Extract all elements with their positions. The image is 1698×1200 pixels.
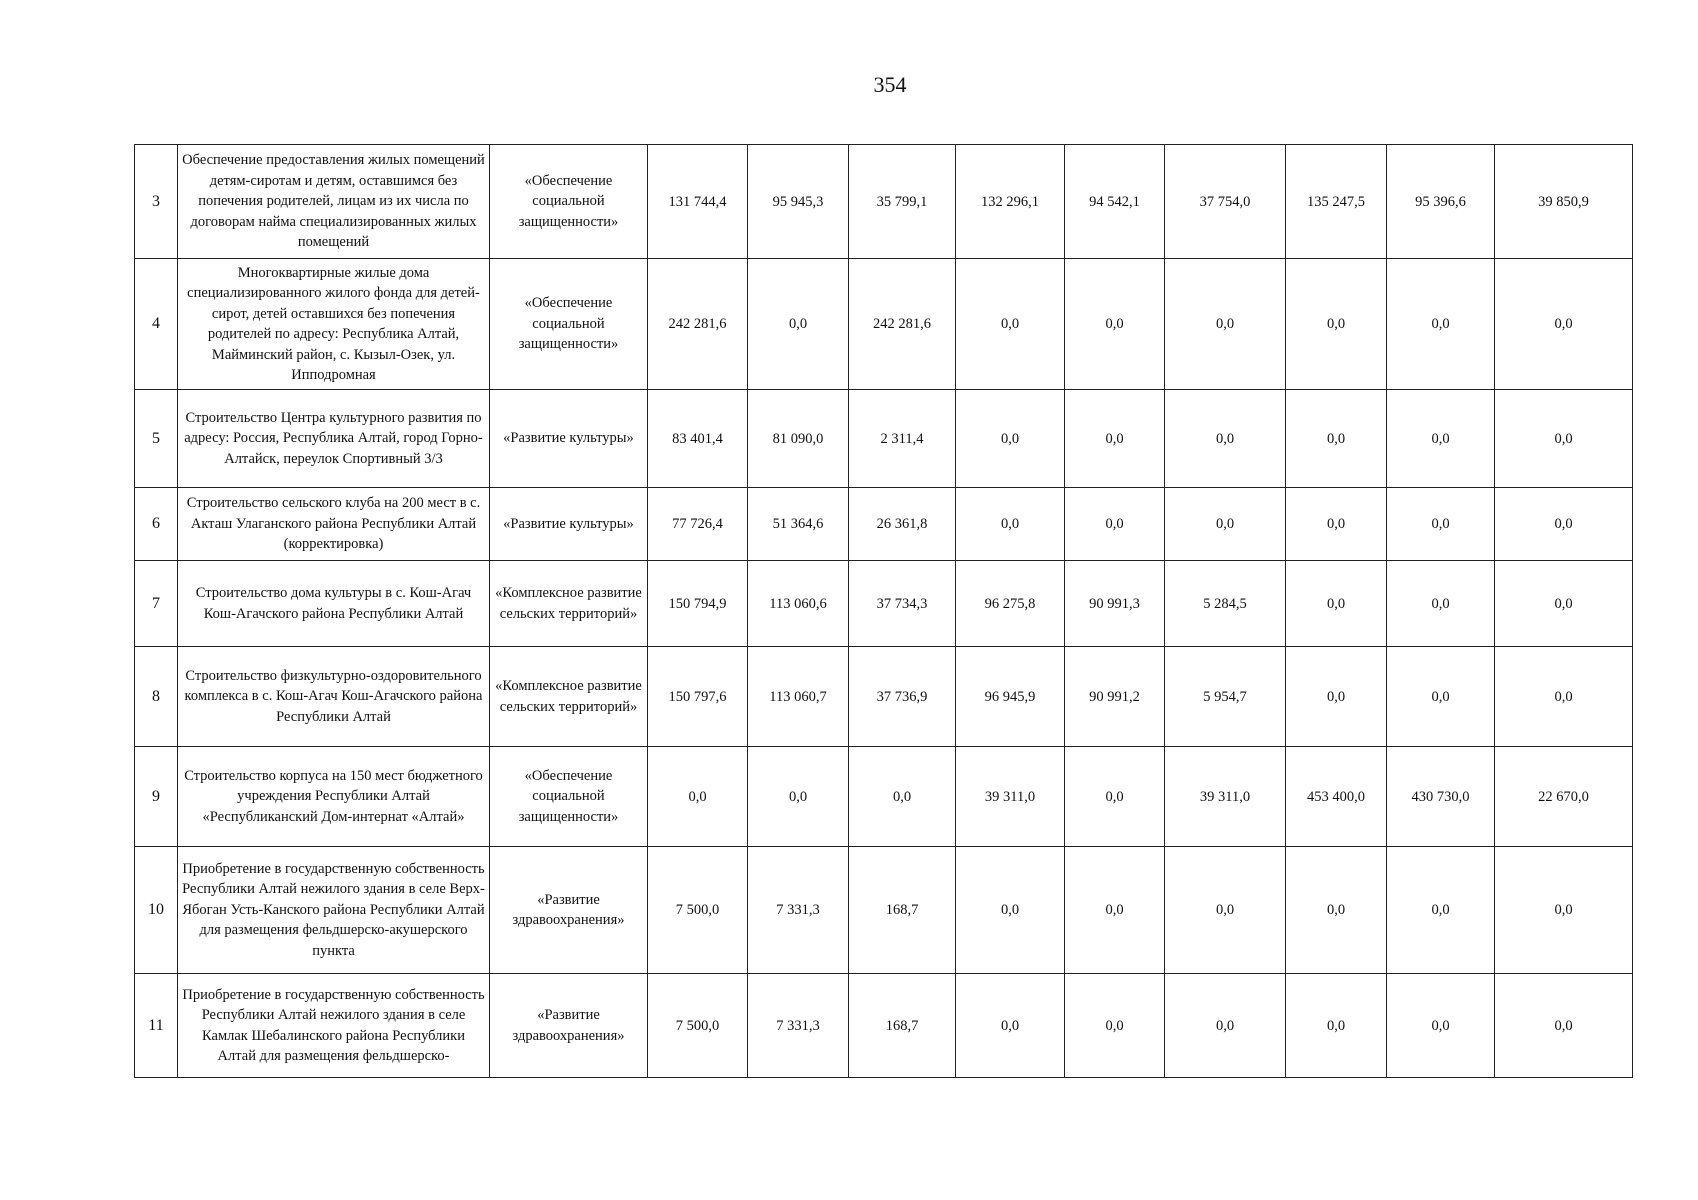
row-number-cell: 11 <box>135 974 178 1078</box>
amount-cell: 132 296,1 <box>956 145 1065 259</box>
amount-cell: 0,0 <box>1286 259 1387 390</box>
program-cell: «Развитие здравоохранения» <box>490 847 648 974</box>
object-name-cell: Строительство корпуса на 150 мест бюджетного учреждения Республики Алтай «Республиканский Дом-интернат «Алтай» <box>178 747 490 847</box>
amount-cell: 150 794,9 <box>648 561 748 647</box>
amount-cell: 7 331,3 <box>748 974 849 1078</box>
amount-cell: 37 736,9 <box>849 647 956 747</box>
row-number-cell: 10 <box>135 847 178 974</box>
amount-cell: 0,0 <box>1286 390 1387 488</box>
amount-cell: 0,0 <box>1165 259 1286 390</box>
amount-cell: 0,0 <box>1065 390 1165 488</box>
amount-cell: 0,0 <box>1286 488 1387 561</box>
program-cell: «Развитие здравоохранения» <box>490 974 648 1078</box>
amount-cell: 0,0 <box>1165 974 1286 1078</box>
amount-cell: 90 991,2 <box>1065 647 1165 747</box>
amount-cell: 168,7 <box>849 974 956 1078</box>
amount-cell: 0,0 <box>1387 561 1495 647</box>
amount-cell: 0,0 <box>1065 747 1165 847</box>
amount-cell: 39 850,9 <box>1495 145 1633 259</box>
amount-cell: 5 954,7 <box>1165 647 1286 747</box>
amount-cell: 37 754,0 <box>1165 145 1286 259</box>
row-number-cell: 5 <box>135 390 178 488</box>
object-name-cell: Обеспечение предоставления жилых помещений детям-сиротам и детям, оставшимся без попечения родителей, лицам из их числа по договорам найма специализированных жилых помещений <box>178 145 490 259</box>
amount-cell: 150 797,6 <box>648 647 748 747</box>
amount-cell: 2 311,4 <box>849 390 956 488</box>
amount-cell: 0,0 <box>1495 259 1633 390</box>
amount-cell: 168,7 <box>849 847 956 974</box>
amount-cell: 0,0 <box>1165 390 1286 488</box>
amount-cell: 81 090,0 <box>748 390 849 488</box>
table-row <box>135 847 1633 974</box>
amount-cell: 51 364,6 <box>748 488 849 561</box>
amount-cell: 95 945,3 <box>748 145 849 259</box>
amount-cell: 0,0 <box>1387 259 1495 390</box>
amount-cell: 0,0 <box>1165 488 1286 561</box>
table-row <box>135 488 1633 561</box>
amount-cell: 5 284,5 <box>1165 561 1286 647</box>
amount-cell: 135 247,5 <box>1286 145 1387 259</box>
amount-cell: 39 311,0 <box>1165 747 1286 847</box>
amount-cell: 96 945,9 <box>956 647 1065 747</box>
amount-cell: 0,0 <box>1387 974 1495 1078</box>
amount-cell: 0,0 <box>748 747 849 847</box>
table-body <box>135 145 1633 1078</box>
object-name-cell: Строительство Центра культурного развития по адресу: Россия, Республика Алтай, город Горно-Алтайск, переулок Спортивный 3/3 <box>178 390 490 488</box>
amount-cell: 0,0 <box>1065 974 1165 1078</box>
amount-cell: 0,0 <box>1065 847 1165 974</box>
amount-cell: 37 734,3 <box>849 561 956 647</box>
amount-cell: 96 275,8 <box>956 561 1065 647</box>
amount-cell: 7 500,0 <box>648 974 748 1078</box>
amount-cell: 0,0 <box>956 259 1065 390</box>
amount-cell: 113 060,6 <box>748 561 849 647</box>
program-cell: «Комплексное развитие сельских территорий» <box>490 561 648 647</box>
table-row <box>135 974 1633 1078</box>
amount-cell: 0,0 <box>1165 847 1286 974</box>
program-cell: «Обеспечение социальной защищенности» <box>490 145 648 259</box>
row-number-cell: 9 <box>135 747 178 847</box>
amount-cell: 0,0 <box>1387 390 1495 488</box>
object-name-cell: Строительство сельского клуба на 200 мест в с. Акташ Улаганского района Республики Алтай (корректировка) <box>178 488 490 561</box>
amount-cell: 0,0 <box>956 847 1065 974</box>
program-cell: «Обеспечение социальной защищенности» <box>490 259 648 390</box>
amount-cell: 0,0 <box>1387 488 1495 561</box>
amount-cell: 0,0 <box>1495 561 1633 647</box>
program-cell: «Обеспечение социальной защищенности» <box>490 747 648 847</box>
object-name-cell: Строительство физкультурно-оздоровительного комплекса в с. Кош-Агач Кош-Агачского района Республики Алтай <box>178 647 490 747</box>
amount-cell: 453 400,0 <box>1286 747 1387 847</box>
amount-cell: 0,0 <box>1495 647 1633 747</box>
amount-cell: 0,0 <box>1286 647 1387 747</box>
investment-objects-table <box>134 144 1633 1078</box>
amount-cell: 131 744,4 <box>648 145 748 259</box>
row-number-cell: 3 <box>135 145 178 259</box>
amount-cell: 0,0 <box>1387 647 1495 747</box>
amount-cell: 90 991,3 <box>1065 561 1165 647</box>
amount-cell: 242 281,6 <box>648 259 748 390</box>
amount-cell: 26 361,8 <box>849 488 956 561</box>
program-cell: «Развитие культуры» <box>490 488 648 561</box>
amount-cell: 77 726,4 <box>648 488 748 561</box>
amount-cell: 0,0 <box>956 390 1065 488</box>
amount-cell: 430 730,0 <box>1387 747 1495 847</box>
object-name-cell: Приобретение в государственную собственность Республики Алтай нежилого здания в селе Камлак Шебалинского района Республики Алтай для размещения фельдшерско- <box>178 974 490 1078</box>
table-row <box>135 390 1633 488</box>
amount-cell: 0,0 <box>1286 561 1387 647</box>
row-number-cell: 4 <box>135 259 178 390</box>
object-name-cell: Приобретение в государственную собственность Республики Алтай нежилого здания в селе Верх-Ябоган Усть-Канского района Республики Алтай для размещения фельдшерско-акушерского пункта <box>178 847 490 974</box>
amount-cell: 113 060,7 <box>748 647 849 747</box>
table-row <box>135 561 1633 647</box>
object-name-cell: Строительство дома культуры в с. Кош-Агач Кош-Агачского района Республики Алтай <box>178 561 490 647</box>
amount-cell: 7 331,3 <box>748 847 849 974</box>
amount-cell: 0,0 <box>849 747 956 847</box>
amount-cell: 0,0 <box>1495 847 1633 974</box>
amount-cell: 0,0 <box>748 259 849 390</box>
amount-cell: 0,0 <box>1286 974 1387 1078</box>
program-cell: «Развитие культуры» <box>490 390 648 488</box>
page-number: 354 <box>873 72 907 97</box>
amount-cell: 242 281,6 <box>849 259 956 390</box>
amount-cell: 0,0 <box>1495 390 1633 488</box>
amount-cell: 0,0 <box>956 488 1065 561</box>
amount-cell: 0,0 <box>956 974 1065 1078</box>
row-number-cell: 7 <box>135 561 178 647</box>
table-row <box>135 259 1633 390</box>
table-row <box>135 747 1633 847</box>
table-row <box>135 145 1633 259</box>
amount-cell: 35 799,1 <box>849 145 956 259</box>
table-row <box>135 647 1633 747</box>
object-name-cell: Многоквартирные жилые дома специализированного жилого фонда для детей-сирот, детей оставшихся без попечения родителей по адресу: Республика Алтай, Майминский район, с. Кызыл-Озек, ул. Ипподромная <box>178 259 490 390</box>
program-cell: «Комплексное развитие сельских территорий» <box>490 647 648 747</box>
amount-cell: 0,0 <box>1495 488 1633 561</box>
amount-cell: 95 396,6 <box>1387 145 1495 259</box>
amount-cell: 94 542,1 <box>1065 145 1165 259</box>
amount-cell: 0,0 <box>1495 974 1633 1078</box>
amount-cell: 0,0 <box>1286 847 1387 974</box>
amount-cell: 0,0 <box>1065 259 1165 390</box>
row-number-cell: 8 <box>135 647 178 747</box>
amount-cell: 0,0 <box>1065 488 1165 561</box>
amount-cell: 7 500,0 <box>648 847 748 974</box>
amount-cell: 22 670,0 <box>1495 747 1633 847</box>
amount-cell: 39 311,0 <box>956 747 1065 847</box>
amount-cell: 0,0 <box>648 747 748 847</box>
row-number-cell: 6 <box>135 488 178 561</box>
amount-cell: 83 401,4 <box>648 390 748 488</box>
amount-cell: 0,0 <box>1387 847 1495 974</box>
